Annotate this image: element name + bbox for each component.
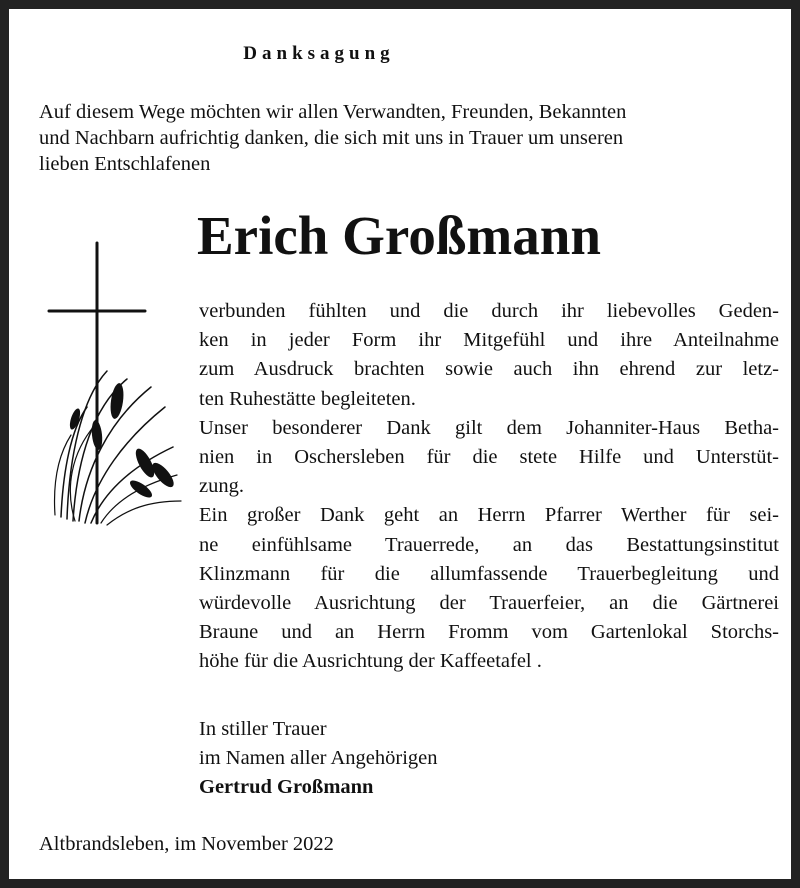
body-line: verbunden fühlten und die durch ihr liebevolles Geden- <box>199 300 779 322</box>
cross-with-grass-icon <box>45 239 195 529</box>
closing-block <box>199 715 438 802</box>
body-line: Unser besonderer Dank gilt dem Johanniter-Haus Betha- <box>199 416 779 439</box>
body-line: zung. <box>199 475 244 498</box>
intro-line: und Nachbarn aufrichtig danken, die sich mit uns in Trauer um unseren <box>39 127 624 149</box>
thanks-body <box>199 297 779 677</box>
closing-line: im Namen aller Angehörigen <box>199 747 438 769</box>
place-date: Altbrandsleben, im November 2022 <box>39 833 334 855</box>
signer-name: Gertrud Großmann <box>199 776 374 798</box>
intro-line: Auf diesem Wege möchten wir allen Verwandten, Freunden, Bekannten <box>39 101 627 123</box>
body-line: würdevolle Ausrichtung der Trauerfeier, an die Gärtnerei <box>199 592 779 615</box>
body-line: Klinzmann für die allumfassende Trauerbegleitung und <box>199 562 779 585</box>
body-line: nien in Oschersleben für die stete Hilfe und Unterstüt- <box>199 446 779 469</box>
body-line: höhe für die Ausrichtung der Kaffeetafel . <box>199 650 542 673</box>
body-line: zum Ausdruck brachten sowie auch ihn ehrend zur letz- <box>199 358 779 381</box>
body-line: ken in jeder Form ihr Mitgefühl und ihre Anteilnahme <box>199 329 779 352</box>
intro-line: lieben Entschlafenen <box>39 153 211 175</box>
intro-paragraph <box>39 99 781 177</box>
body-line: Braune und an Herrn Fromm vom Gartenlokal Storchs- <box>199 621 779 644</box>
notice-heading: Danksagung <box>243 43 395 64</box>
closing-line: In stiller Trauer <box>199 718 327 740</box>
deceased-name: Erich Großmann <box>197 205 601 266</box>
body-line: Ein großer Dank geht an Herrn Pfarrer Werther für sei- <box>199 504 779 527</box>
body-line: ne einfühlsame Trauerrede, an das Bestattungsinstitut <box>199 533 779 556</box>
body-line: ten Ruhestätte begleiteten. <box>199 387 416 410</box>
